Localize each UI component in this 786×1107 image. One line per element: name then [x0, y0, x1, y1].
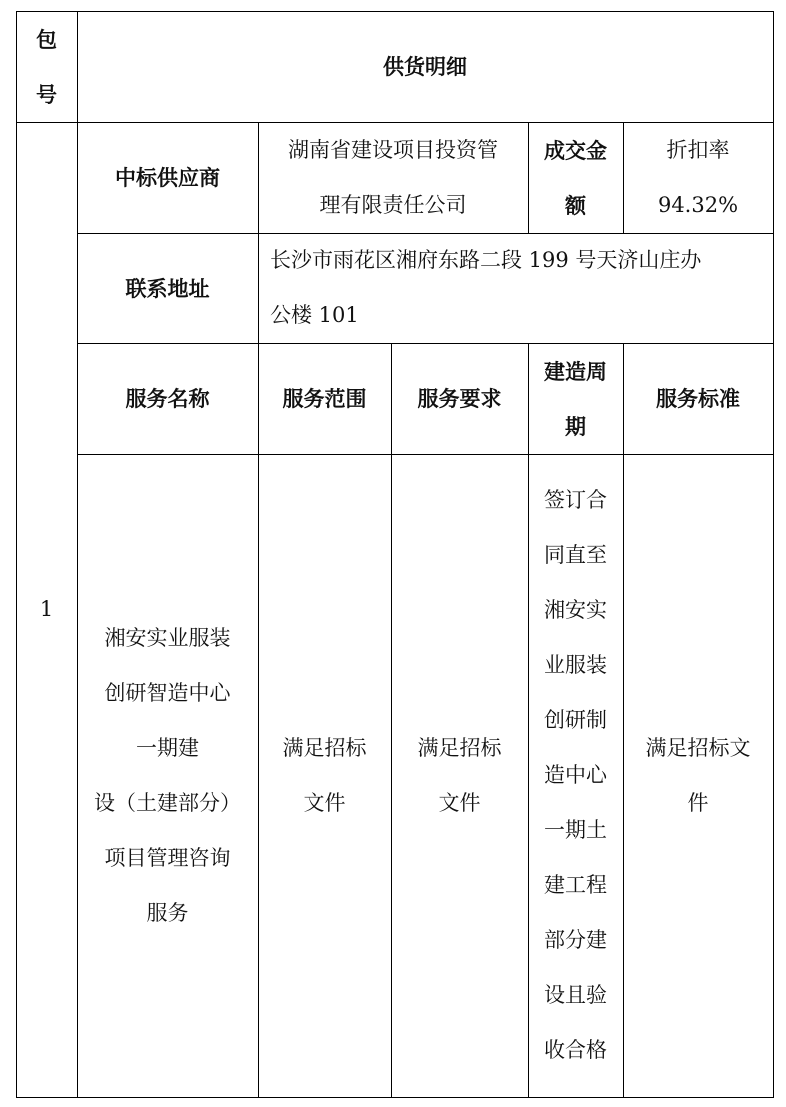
- address-label: 联系地址: [125, 275, 210, 301]
- service-scope-value: 满足招标 文件: [282, 735, 367, 815]
- package-number: 1: [39, 597, 54, 621]
- deal-amount-label: 成交金 额: [544, 137, 607, 218]
- service-standard-value: 满足招标文 件: [645, 735, 751, 815]
- construction-period-value: 签订合 同直至 湘安实 业服装 创研制 造中心 一期土 建工程 部分建 设且验 收合格: [544, 488, 607, 1062]
- package-number-header: 包 号: [36, 26, 57, 107]
- supplier-name: 湖南省建设项目投资管 理有限责任公司: [288, 137, 498, 217]
- supply-detail-header: 供货明细: [383, 54, 467, 79]
- service-name-value: 湘安实业服装 创研智造中心 一期建 设（土建部分） 项目管理咨询 服务: [94, 625, 241, 925]
- column-header-construction-period: 建造周 期: [544, 358, 607, 439]
- discount-rate: 折扣率 94.32%: [657, 137, 739, 217]
- service-requirement-value: 满足招标 文件: [417, 735, 502, 815]
- column-header-service-scope: 服务范围: [282, 386, 367, 411]
- supplier-label: 中标供应商: [115, 165, 220, 190]
- contact-address: 长沙市雨花区湘府东路二段 199 号天济山庄办 公楼 101: [270, 248, 702, 327]
- column-header-service-name: 服务名称: [125, 386, 210, 411]
- column-header-service-requirement: 服务要求: [417, 386, 502, 411]
- column-header-service-standard: 服务标准: [656, 386, 740, 411]
